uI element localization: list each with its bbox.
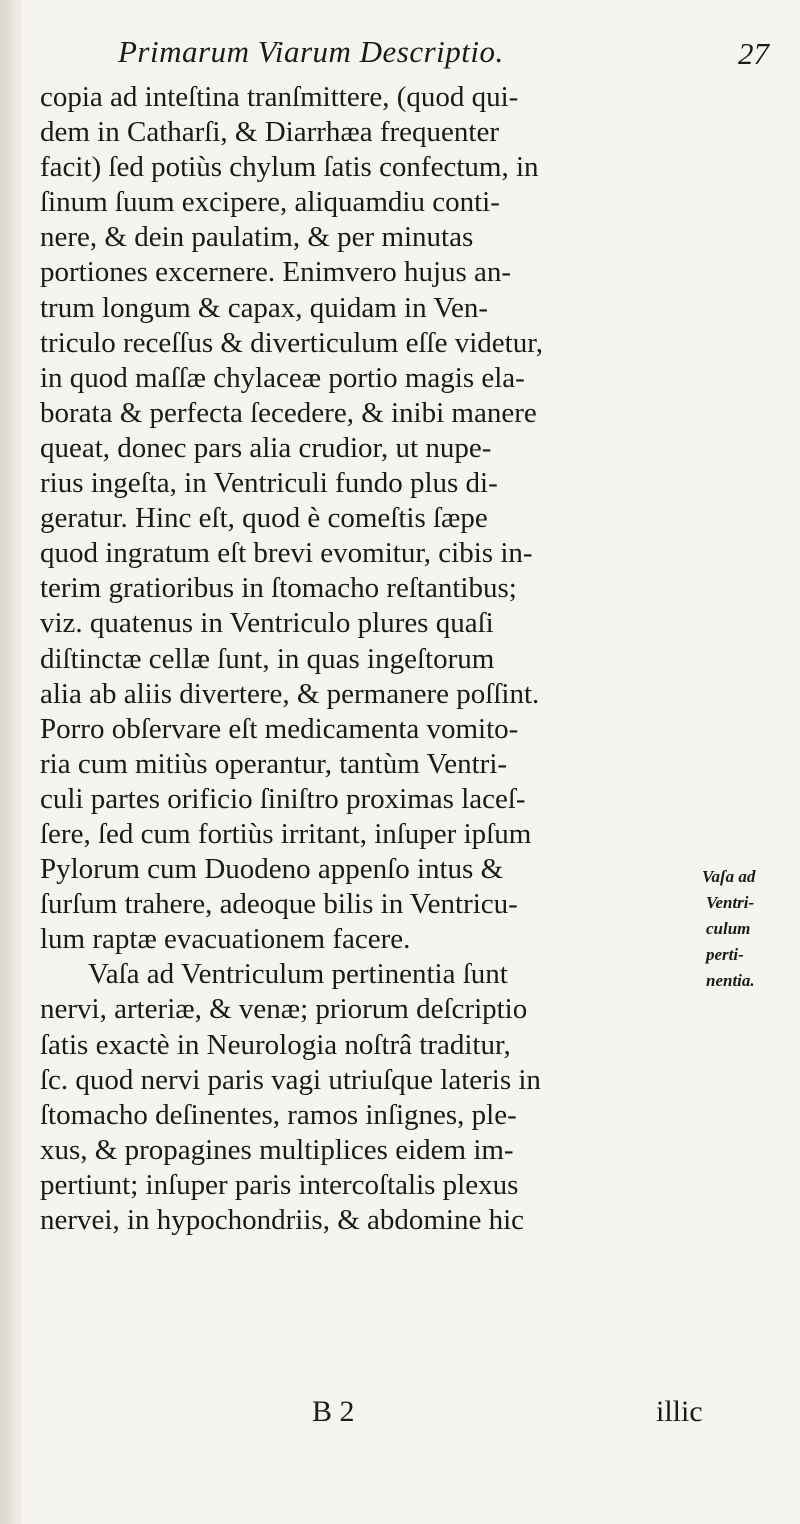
text-line: ſtomacho deſinentes, ramos inſignes, ple- (40, 1098, 517, 1131)
text-line: rius ingeſta, in Ventriculi fundo plus di- (40, 467, 498, 500)
catchword: illic (656, 1395, 703, 1428)
text-line: culi partes orificio ſiniſtro proximas laceſ- (40, 782, 526, 815)
text-line: nervi, arteriæ, & venæ; priorum deſcriptio (40, 993, 528, 1026)
body-text (40, 80, 730, 1238)
text-line: ſurſum trahere, adeoque bilis in Ventricu- (40, 888, 518, 921)
text-line: geratur. Hinc eſt, quod è comeſtis ſæpe (40, 502, 488, 535)
text-line: triculo receſſus & diverticulum eſſe videtur, (40, 326, 543, 359)
text-line: lum raptæ evacuationem facere. (40, 923, 411, 956)
text-line: ſere, ſed cum fortiùs irritant, inſuper ipſum (40, 817, 532, 850)
text-line: queat, donec pars alia crudior, ut nupe- (40, 431, 492, 464)
text-line: facit) ſed potiùs chylum ſatis confectum, in (40, 151, 539, 184)
text-line: ſc. quod nervi paris vagi utriuſque lateris in (40, 1063, 541, 1096)
margin-note: Vaſa ad (702, 867, 756, 886)
text-line: Vaſa ad Ventriculum pertinentia ſunt (88, 958, 508, 991)
text-line: pertiunt; inſuper paris intercoſtalis plexus (40, 1168, 519, 1201)
running-title: Primarum Viarum Descriptio. (118, 34, 504, 69)
margin-note: Ventri- (706, 893, 755, 912)
text-line: xus, & propagines multiplices eidem im- (40, 1133, 514, 1166)
margin-note: perti- (706, 945, 744, 964)
margin-note: nentia. (706, 971, 755, 990)
text-line: copia ad inteſtina tranſmittere, (quod qui- (40, 81, 519, 113)
text-line: ſinum ſuum excipere, aliquamdiu conti- (40, 186, 500, 219)
text-line: ſatis exactè in Neurologia noſtrâ traditur, (40, 1028, 511, 1061)
text-line: borata & perfecta ſecedere, & inibi manere (40, 396, 537, 429)
binding-gutter (0, 0, 22, 1524)
text-line: Porro obſervare eſt medicamenta vomito- (40, 712, 519, 745)
text-line: trum longum & capax, quidam in Ven- (40, 291, 489, 324)
text-line: portiones excernere. Enimvero hujus an- (40, 256, 512, 289)
margin-note: culum (706, 919, 751, 938)
text-line: nervei, in hypochondriis, & abdomine hic (40, 1204, 525, 1236)
text-line: ria cum mitiùs operantur, tantùm Ventri- (40, 747, 508, 780)
text-line: nere, & dein paulatim, & per minutas (40, 221, 474, 254)
signature-mark: B 2 (312, 1395, 355, 1428)
text-line: in quod maſſæ chylaceæ portio magis ela- (40, 361, 525, 394)
text-line: terim gratioribus in ſtomacho reſtantibus; (40, 572, 517, 605)
text-line: dem in Catharſi, & Diarrhæa frequenter (40, 116, 500, 149)
text-line: quod ingratum eſt brevi evomitur, cibis in- (40, 537, 533, 570)
text-line: alia ab aliis divertere, & permanere poſſint. (40, 677, 540, 710)
text-line: Pylorum cum Duodeno appenſo intus & (40, 853, 504, 886)
page-number: 27 (738, 36, 769, 71)
text-line: diſtinctæ cellæ ſunt, in quas ingeſtorum (40, 642, 495, 675)
text-line: viz. quatenus in Ventriculo plures quaſi (40, 607, 494, 640)
